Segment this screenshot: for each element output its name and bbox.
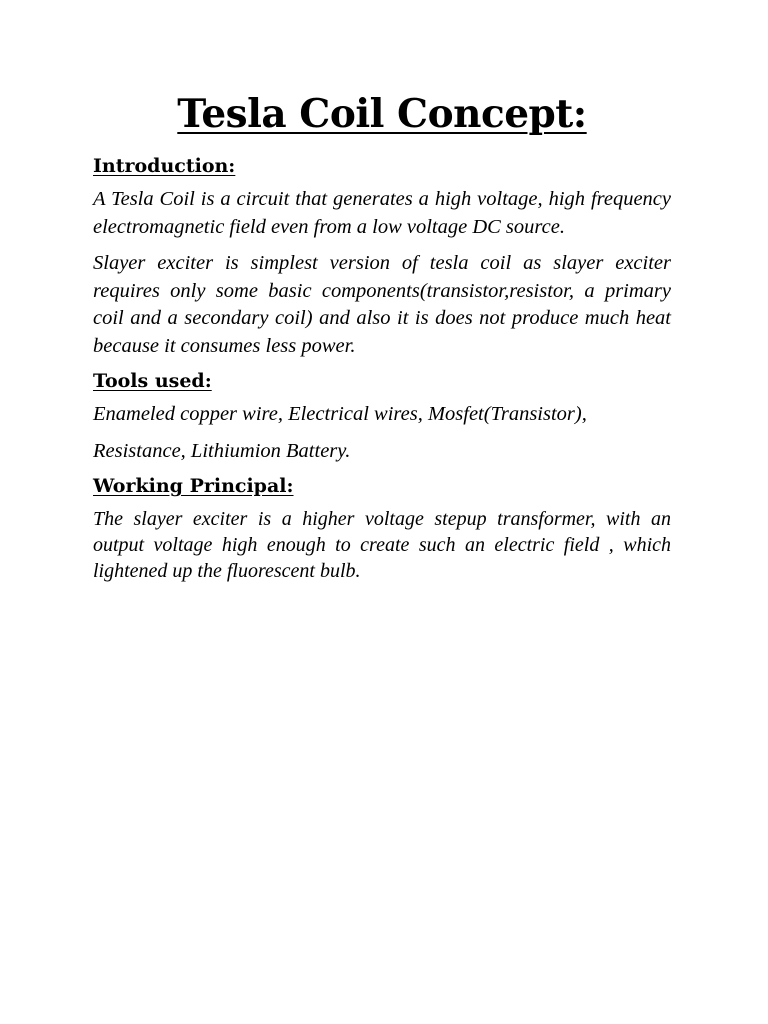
document-title: Tesla Coil Concept: — [177, 91, 587, 137]
working-principal-heading: Working Principal: — [93, 475, 294, 497]
introduction-paragraph-1: A Tesla Coil is a circuit that generates a high voltage, high frequency electromagnetic field even from a low voltage DC source. — [93, 188, 671, 238]
tools-used-heading: Tools used: — [93, 370, 212, 392]
section-tools-used — [93, 369, 671, 465]
working-principal-paragraph: The slayer exciter is a higher voltage stepup transformer, with an output voltage high enough to create such an electric field , which lightened up the fluorescent bulb. — [93, 508, 671, 582]
introduction-paragraph-2: Slayer exciter is simplest version of tesla coil as slayer exciter requires only some basic components(transistor,resistor, a primary coil and a secondary coil) and also it is does not produce much heat because it consumes less power. — [93, 252, 671, 357]
tools-used-line-1: Enameled copper wire, Electrical wires, Mosfet(Transistor), — [93, 403, 587, 425]
document-page — [93, 88, 671, 593]
section-working-principal — [93, 474, 671, 584]
introduction-heading: Introduction: — [93, 155, 236, 177]
tools-used-line-2: Resistance, Lithiumion Battery. — [93, 439, 351, 462]
section-introduction — [93, 154, 671, 360]
